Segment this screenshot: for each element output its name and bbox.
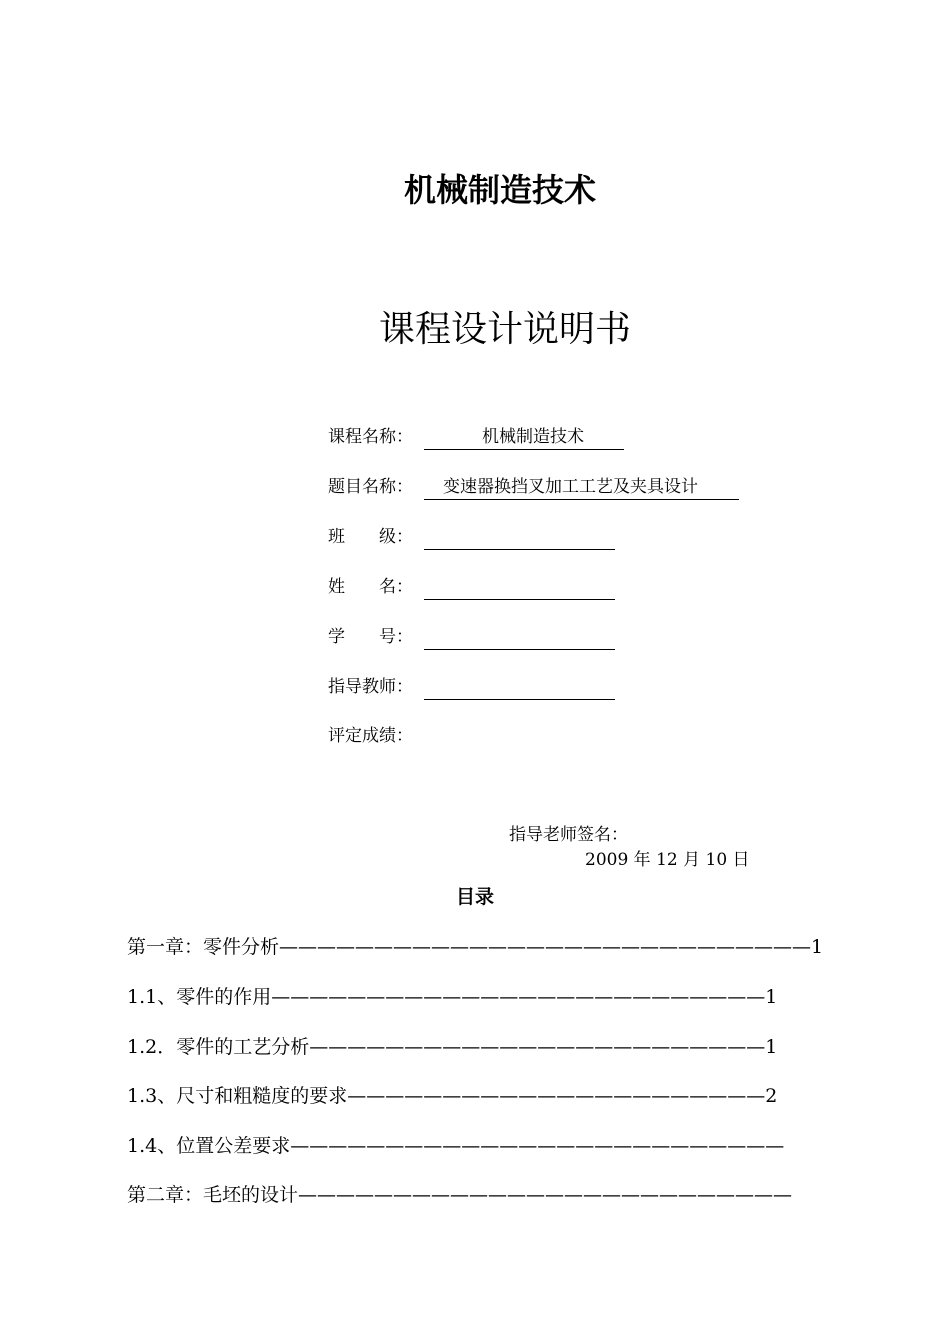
document-title: 机械制造技术 — [403, 171, 596, 209]
course-name-field — [424, 425, 624, 450]
topic-name-value: 变速器换挡叉加工工艺及夹具设计 — [443, 477, 698, 497]
toc-item[interactable]: 1.3、尺寸和粗糙度的要求——————————————————————2 — [127, 1085, 778, 1107]
toc-item[interactable]: 第二章：毛坯的设计—————————————————————————— — [127, 1184, 793, 1206]
course-name-label: 课程名称： — [328, 427, 413, 447]
topic-name-field — [424, 475, 739, 500]
signature-date: 2009 年 12 月 10 日 — [585, 850, 750, 870]
course-name-value: 机械制造技术 — [482, 427, 584, 447]
toc-item[interactable]: 1.4、位置公差要求—————————————————————————— — [127, 1135, 785, 1157]
toc-item[interactable]: 1.1、零件的作用——————————————————————————1 — [127, 986, 778, 1008]
student-id-label: 学 号： — [328, 627, 413, 647]
student-id-field — [424, 625, 615, 650]
student-name-label: 姓 名： — [328, 577, 413, 597]
signature-label: 指导老师签名： — [509, 825, 628, 845]
class-label: 班 级： — [328, 527, 413, 547]
toc-item[interactable]: 第一章：零件分析————————————————————————————1 — [127, 936, 824, 958]
instructor-field — [424, 675, 615, 700]
class-field — [424, 525, 615, 550]
toc-item[interactable]: 1.2．零件的工艺分析————————————————————————1 — [127, 1036, 778, 1058]
student-name-field — [424, 575, 615, 600]
instructor-label: 指导教师： — [328, 677, 413, 697]
document-subtitle: 课程设计说明书 — [378, 309, 631, 350]
topic-name-label: 题目名称： — [328, 477, 413, 497]
grade-label: 评定成绩： — [328, 726, 413, 746]
toc-title: 目录 — [455, 886, 494, 908]
